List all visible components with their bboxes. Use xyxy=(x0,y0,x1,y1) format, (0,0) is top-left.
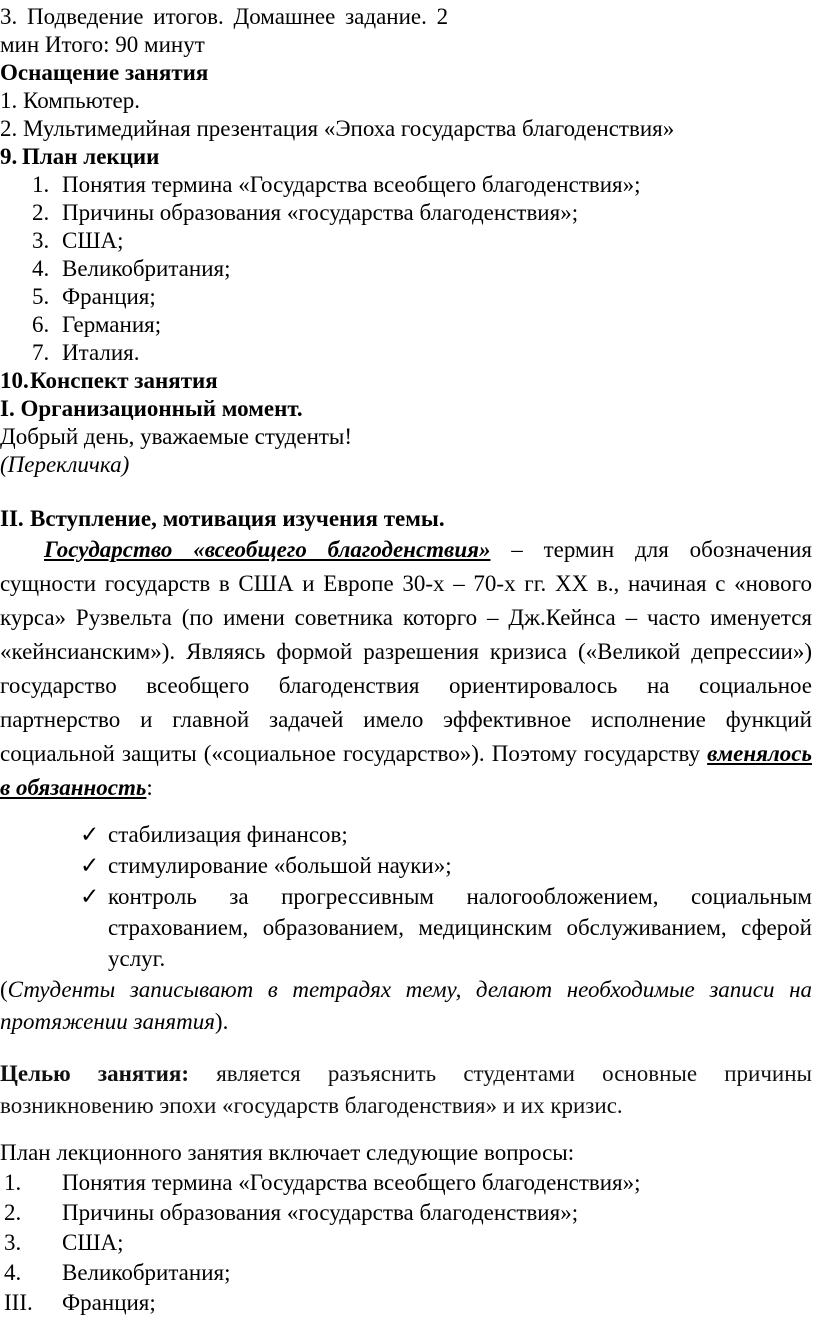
item-text: стабилизация финансов; xyxy=(108,822,348,847)
list-item xyxy=(80,819,812,850)
duty-highlight: вменялось в обязанность xyxy=(0,741,812,800)
document-page xyxy=(0,3,812,1318)
plan-list xyxy=(0,171,812,367)
section-number: II. xyxy=(0,506,24,531)
item-number: 2. xyxy=(4,1200,22,1225)
list-item xyxy=(0,1288,812,1318)
duty-list xyxy=(0,819,812,974)
greeting: Добрый день, уважаемые студенты! xyxy=(0,424,353,449)
plan-title: План лекции xyxy=(22,144,160,169)
paragraph-text: – термин для обозначения сущности государств в США и Европе 30-х – 70-х гг. XX в., начиная с «нового курса» Рузвельта (по имени советника которго – Дж.Кейнса – часто именуется «кейнсианским»). Являясь формой разрешения кризиса («Великой депрессии») государство всеобщего благоденствия ориентировалось на социальное партнерство и главной задачей имело эффективное исполнение функций социальной защиты («социальное государство»). Поэтому государству xyxy=(0,537,813,766)
section-title: I. Организационный момент. xyxy=(0,396,303,421)
item-text: Великобритания; xyxy=(62,1260,231,1285)
list-item xyxy=(80,881,812,974)
section-title: Вступление, мотивация изучения темы. xyxy=(30,506,445,531)
item-number: 7. xyxy=(32,340,50,365)
item-text: стимулирование «большой науки»; xyxy=(108,853,452,878)
item-number: III. xyxy=(4,1290,33,1315)
summary-title: Конспект занятия xyxy=(30,368,218,393)
header-line: мин Итого: 90 минут xyxy=(0,32,205,57)
goal-paragraph xyxy=(0,1058,812,1122)
list-item xyxy=(0,283,812,311)
lecture-plan-list xyxy=(0,1168,812,1318)
item-text: Понятия термина «Государства всеобщего благоденствия»; xyxy=(62,172,641,197)
paren: ). xyxy=(214,1009,229,1034)
item-number: 3. xyxy=(4,1230,22,1255)
item-text: Германия; xyxy=(62,312,162,337)
lecture-plan-intro: План лекционного занятия включает следующие вопросы: xyxy=(0,1140,575,1165)
item-number: 2. xyxy=(32,200,50,225)
rollcall-note: (Перекличка) xyxy=(0,452,130,477)
equipment-item: 1. Компьютер. xyxy=(0,88,140,113)
item-text: контроль за прогрессивным налогообложением, социальным страхованием, образованием, медицинским обслуживанием, сферой услуг. xyxy=(108,884,812,971)
item-text: США; xyxy=(62,228,124,253)
item-text: Франция; xyxy=(62,1290,156,1315)
checkmark-icon: ✓ xyxy=(80,884,100,909)
equipment-item: 2. Мультимедийная презентация «Эпоха государства благоденствия» xyxy=(0,116,675,141)
list-item xyxy=(0,255,812,283)
item-text: Причины образования «государства благоденствия»; xyxy=(62,200,579,225)
item-text: Италия. xyxy=(62,340,140,365)
list-item xyxy=(0,227,812,255)
section-heading xyxy=(0,395,812,423)
goal-text: является разъяснить студентами основные причины возникновению эпохи «государств благоденствия» и их кризис. xyxy=(0,1061,812,1118)
item-number: 4. xyxy=(4,1260,22,1285)
checkmark-icon: ✓ xyxy=(80,853,100,878)
section-heading xyxy=(0,505,812,533)
item-number: 6. xyxy=(32,312,50,337)
note-text: Студенты записывают в тетрадях тему, делают необходимые записи на протяжении занятия xyxy=(0,977,812,1034)
students-note xyxy=(0,974,812,1038)
list-item xyxy=(0,199,812,227)
equipment-title xyxy=(0,59,812,87)
list-item xyxy=(0,1198,812,1228)
header-line: 3. Подведение итогов. Домашнее задание. 2 xyxy=(0,4,449,29)
equipment-title-text: Оснащение занятия xyxy=(0,60,209,85)
list-item xyxy=(0,1228,812,1258)
list-item xyxy=(0,339,812,367)
list-item xyxy=(0,171,812,199)
item-number: 5. xyxy=(32,284,50,309)
plan-number: 9. xyxy=(0,144,18,169)
item-text: Причины образования «государства благоденствия»; xyxy=(62,1200,579,1225)
list-item xyxy=(0,1168,812,1198)
summary-number: 10. xyxy=(0,368,29,393)
list-item xyxy=(0,1258,812,1288)
item-number: 1. xyxy=(32,172,50,197)
item-number: 1. xyxy=(4,1170,22,1195)
paren: ( xyxy=(0,977,8,1002)
item-number: 4. xyxy=(32,256,50,281)
item-text: США; xyxy=(62,1230,124,1255)
item-number: 3. xyxy=(32,228,50,253)
intro-paragraph xyxy=(0,533,812,805)
item-text: Понятия термина «Государства всеобщего благоденствия»; xyxy=(62,1170,641,1195)
summary-heading xyxy=(0,367,812,395)
list-item xyxy=(0,311,812,339)
checkmark-icon: ✓ xyxy=(80,822,100,847)
goal-label: Целью занятия: xyxy=(0,1061,190,1086)
plan-heading xyxy=(0,143,812,171)
item-text: Великобритания; xyxy=(62,256,231,281)
term-highlight: Государство «всеобщего благоденствия» xyxy=(44,537,491,562)
item-text: Франция; xyxy=(62,284,156,309)
list-item xyxy=(80,850,812,881)
colon: : xyxy=(146,775,153,800)
